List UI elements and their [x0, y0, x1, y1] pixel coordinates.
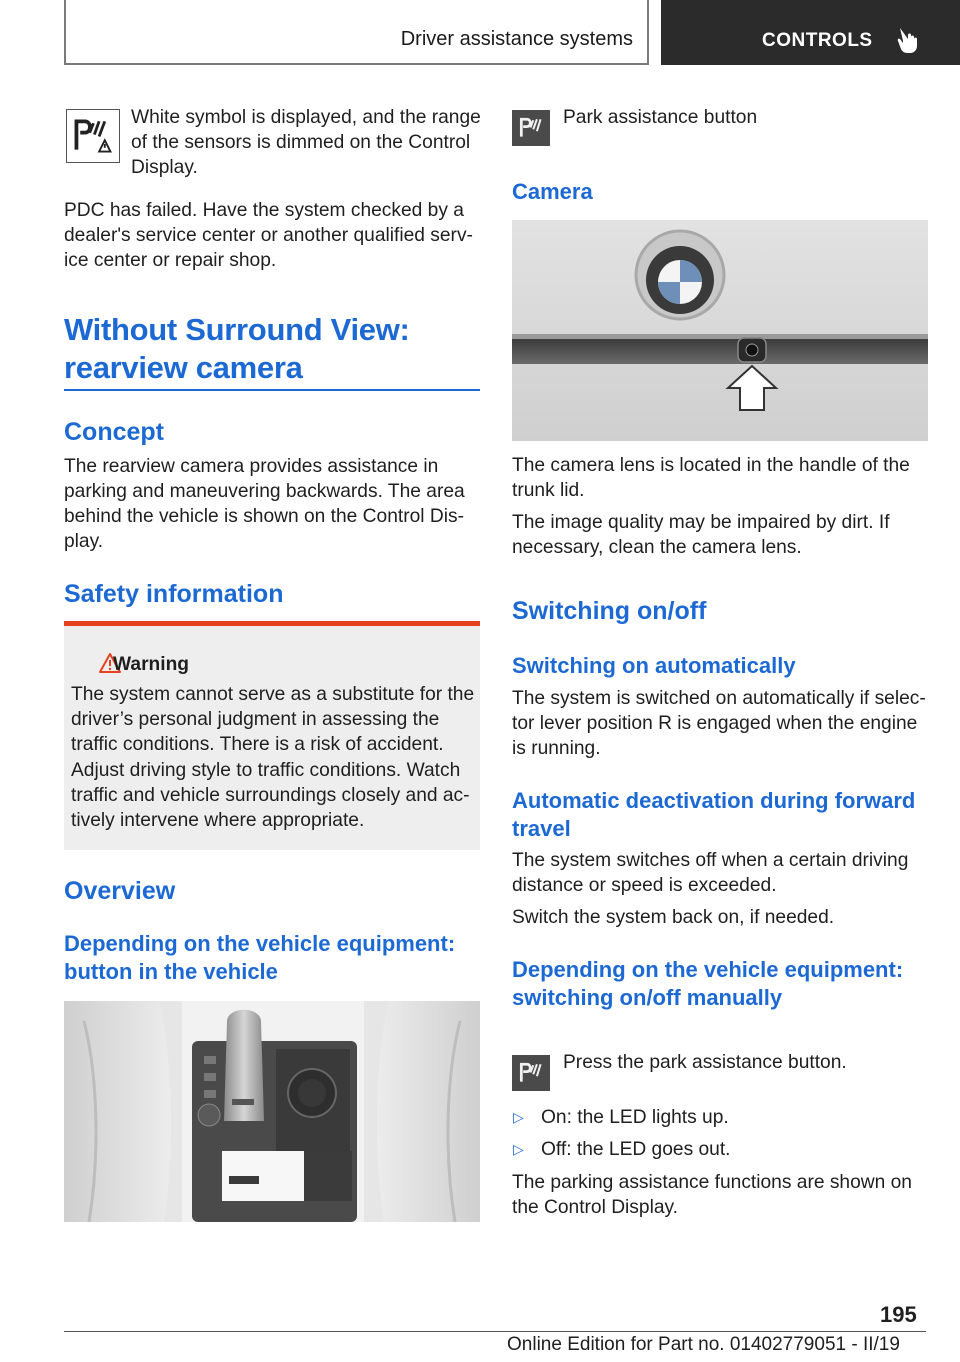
header-section-title: Driver assistance systems: [400, 28, 633, 50]
concept-heading: Concept: [64, 418, 164, 446]
warning-box: [64, 621, 480, 850]
park-assistance-button-icon-2: [512, 1055, 550, 1091]
pdc-status-text: White symbol is displayed, and the range of the sensors is dimmed on the Control Display.: [131, 107, 481, 178]
concept-text: The rearview camera provides assistance in parking and maneuvering backwards. The area behind the vehicle is shown on the Control Dis-play.: [64, 456, 465, 552]
auto-off-heading: Automatic deactivation during forward travel: [512, 788, 916, 841]
auto-on-text: The system is switched on automatically if selec-tor lever position R is engaged when the engine is running.: [512, 688, 926, 759]
park-button-label: Park assistance button: [563, 107, 758, 128]
press-button-text: Press the park assistance button.: [563, 1052, 847, 1073]
footer-rule: [64, 1331, 926, 1332]
camera-location-photo: [512, 220, 928, 441]
switch-back-text: Switch the system back on, if needed.: [512, 907, 835, 928]
warning-title: Warning: [113, 654, 190, 675]
park-assistance-button-icon: [512, 110, 550, 146]
pdc-white-symbol-icon: [66, 109, 120, 163]
footer-edition: Online Edition for Part no. 01402779051 - II/19: [507, 1334, 900, 1355]
header-section-box: [64, 0, 649, 65]
bullet-triangle-icon: ▷: [513, 1109, 524, 1125]
switching-heading: Switching on/off: [512, 597, 707, 625]
warning-text: The system cannot serve as a substitute for the driver’s personal judgment in assessing the traffic conditions. There is a risk of accident. Adjust driving style to traffic conditions. Watch traffic and vehicle surroundings closely and ac-tively intervene where appropriate.: [71, 684, 475, 832]
header-chapter-title: CONTROLS: [762, 30, 873, 51]
camera-lens-text: The camera lens is located in the handle of the trunk lid.: [512, 455, 910, 501]
pdc-failed-text: PDC has failed. Have the system checked by a dealer's service center or another qualified serv-ice center or repair shop.: [64, 200, 473, 271]
heading-rule: [64, 389, 480, 391]
bullet-triangle-icon: ▷: [513, 1141, 524, 1157]
header-chapter-box: [661, 0, 960, 65]
manual-heading: Depending on the vehicle equipment: switching on/off manually: [512, 957, 904, 1010]
center-console-photo: [64, 1001, 480, 1222]
camera-heading: Camera: [512, 179, 593, 204]
overview-heading: Overview: [64, 877, 176, 905]
page-number: 195: [880, 1302, 917, 1327]
auto-off-text: The system switches off when a certain driving distance or speed is exceeded.: [512, 850, 909, 896]
bullet-off-text: Off: the LED goes out.: [541, 1139, 731, 1160]
main-heading: Without Surround View: rearview camera: [64, 312, 410, 385]
bullet-on-text: On: the LED lights up.: [541, 1107, 729, 1128]
auto-on-heading: Switching on automatically: [512, 653, 796, 678]
safety-heading: Safety information: [64, 580, 284, 608]
image-quality-text: The image quality may be impaired by dirt. If necessary, clean the camera lens.: [512, 512, 890, 558]
display-text: The parking assistance functions are shown on the Control Display.: [512, 1172, 912, 1218]
pointing-hand-icon: [897, 24, 923, 54]
button-location-heading: Depending on the vehicle equipment: button in the vehicle: [64, 931, 456, 984]
